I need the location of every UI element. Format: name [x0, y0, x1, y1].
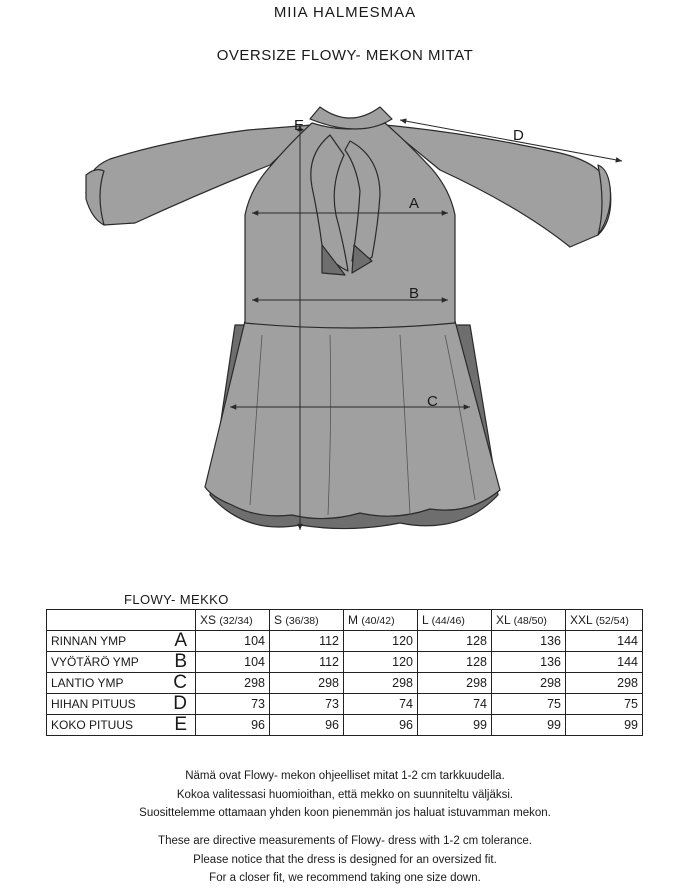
table-cell: 128 — [418, 631, 492, 652]
table-cell: 144 — [566, 631, 643, 652]
note-line: These are directive measurements of Flowy- dress with 1-2 cm tolerance. — [158, 835, 532, 847]
note-line: Suosittelemme ottamaan yhden koon pienemmän jos haluat istuvamman mekon. — [139, 807, 551, 819]
table-cell: 112 — [270, 631, 344, 652]
table-header-row — [47, 610, 643, 631]
label-e: E — [294, 117, 305, 134]
label-a: A — [409, 195, 420, 212]
table-cell: 298 — [566, 673, 643, 694]
label-c: C — [427, 393, 438, 410]
table-cell: 75 — [566, 694, 643, 715]
table-cell: 96 — [344, 715, 418, 736]
col-header-xl: XL (48/50) — [492, 610, 566, 631]
table-cell: 298 — [492, 673, 566, 694]
table-row-chest — [47, 631, 643, 652]
table-cell: 73 — [196, 694, 270, 715]
note-line: Please notice that the dress is designed for an oversized fit. — [193, 853, 497, 866]
row-label: VYÖTÄRÖ YMP B — [47, 652, 196, 673]
row-label: LANTIO YMP C — [47, 673, 196, 694]
col-header-m: M (40/42) — [344, 610, 418, 631]
table-row-length — [47, 715, 643, 736]
table-cell: 298 — [196, 673, 270, 694]
col-header-s: S (36/38) — [270, 610, 344, 631]
col-header-xs: XS (32/34) — [196, 610, 270, 631]
table-cell: 99 — [566, 715, 643, 736]
page-title: OVERSIZE FLOWY- MEKON MITAT — [216, 47, 474, 64]
row-label: RINNAN YMP A — [47, 631, 196, 652]
table-cell: 99 — [492, 715, 566, 736]
col-header-l: L (44/46) — [418, 610, 492, 631]
table-cell: 104 — [196, 631, 270, 652]
table-cell: 104 — [196, 652, 270, 673]
table-cell: 75 — [492, 694, 566, 715]
table-cell: 96 — [270, 715, 344, 736]
table-cell: 96 — [196, 715, 270, 736]
table-cell: 136 — [492, 631, 566, 652]
table-row-sleeve — [47, 694, 643, 715]
brand-name: MIIA HALMESMAA — [273, 4, 417, 21]
dress-diagram — [0, 95, 690, 550]
table-cell: 298 — [270, 673, 344, 694]
table-caption: FLOWY- MEKKO — [124, 592, 229, 607]
table-cell: 112 — [270, 652, 344, 673]
table-row-hip — [47, 673, 643, 694]
dress-skirt — [205, 321, 500, 519]
table-cell: 298 — [344, 673, 418, 694]
table-cell: 74 — [344, 694, 418, 715]
table-cell: 120 — [344, 652, 418, 673]
note-line: Nämä ovat Flowy- mekon ohjeelliset mitat 1-2 cm tarkkuudella. — [185, 770, 505, 782]
note-line: For a closer fit, we recommend taking one size down. — [209, 872, 481, 884]
table-cell: 144 — [566, 652, 643, 673]
note-line: Kokoa valitessasi huomioithan, että mekko on suunniteltu väljäksi. — [176, 788, 514, 801]
label-d: D — [513, 127, 524, 144]
table-cell: 120 — [344, 631, 418, 652]
notes-finnish — [0, 767, 690, 823]
table-cell: 73 — [270, 694, 344, 715]
table-cell: 298 — [418, 673, 492, 694]
table-cell: 99 — [418, 715, 492, 736]
label-b: B — [409, 285, 420, 302]
table-row-waist — [47, 652, 643, 673]
row-label: KOKO PITUUS E — [47, 715, 196, 736]
table-cell: 74 — [418, 694, 492, 715]
table-cell: 128 — [418, 652, 492, 673]
col-header-xxl: XXL (52/54) — [566, 610, 643, 631]
row-label: HIHAN PITUUS D — [47, 694, 196, 715]
notes-english — [0, 832, 690, 888]
header-blank — [47, 610, 196, 631]
table-cell: 136 — [492, 652, 566, 673]
dress-illustration — [0, 95, 690, 550]
size-table — [46, 609, 643, 736]
